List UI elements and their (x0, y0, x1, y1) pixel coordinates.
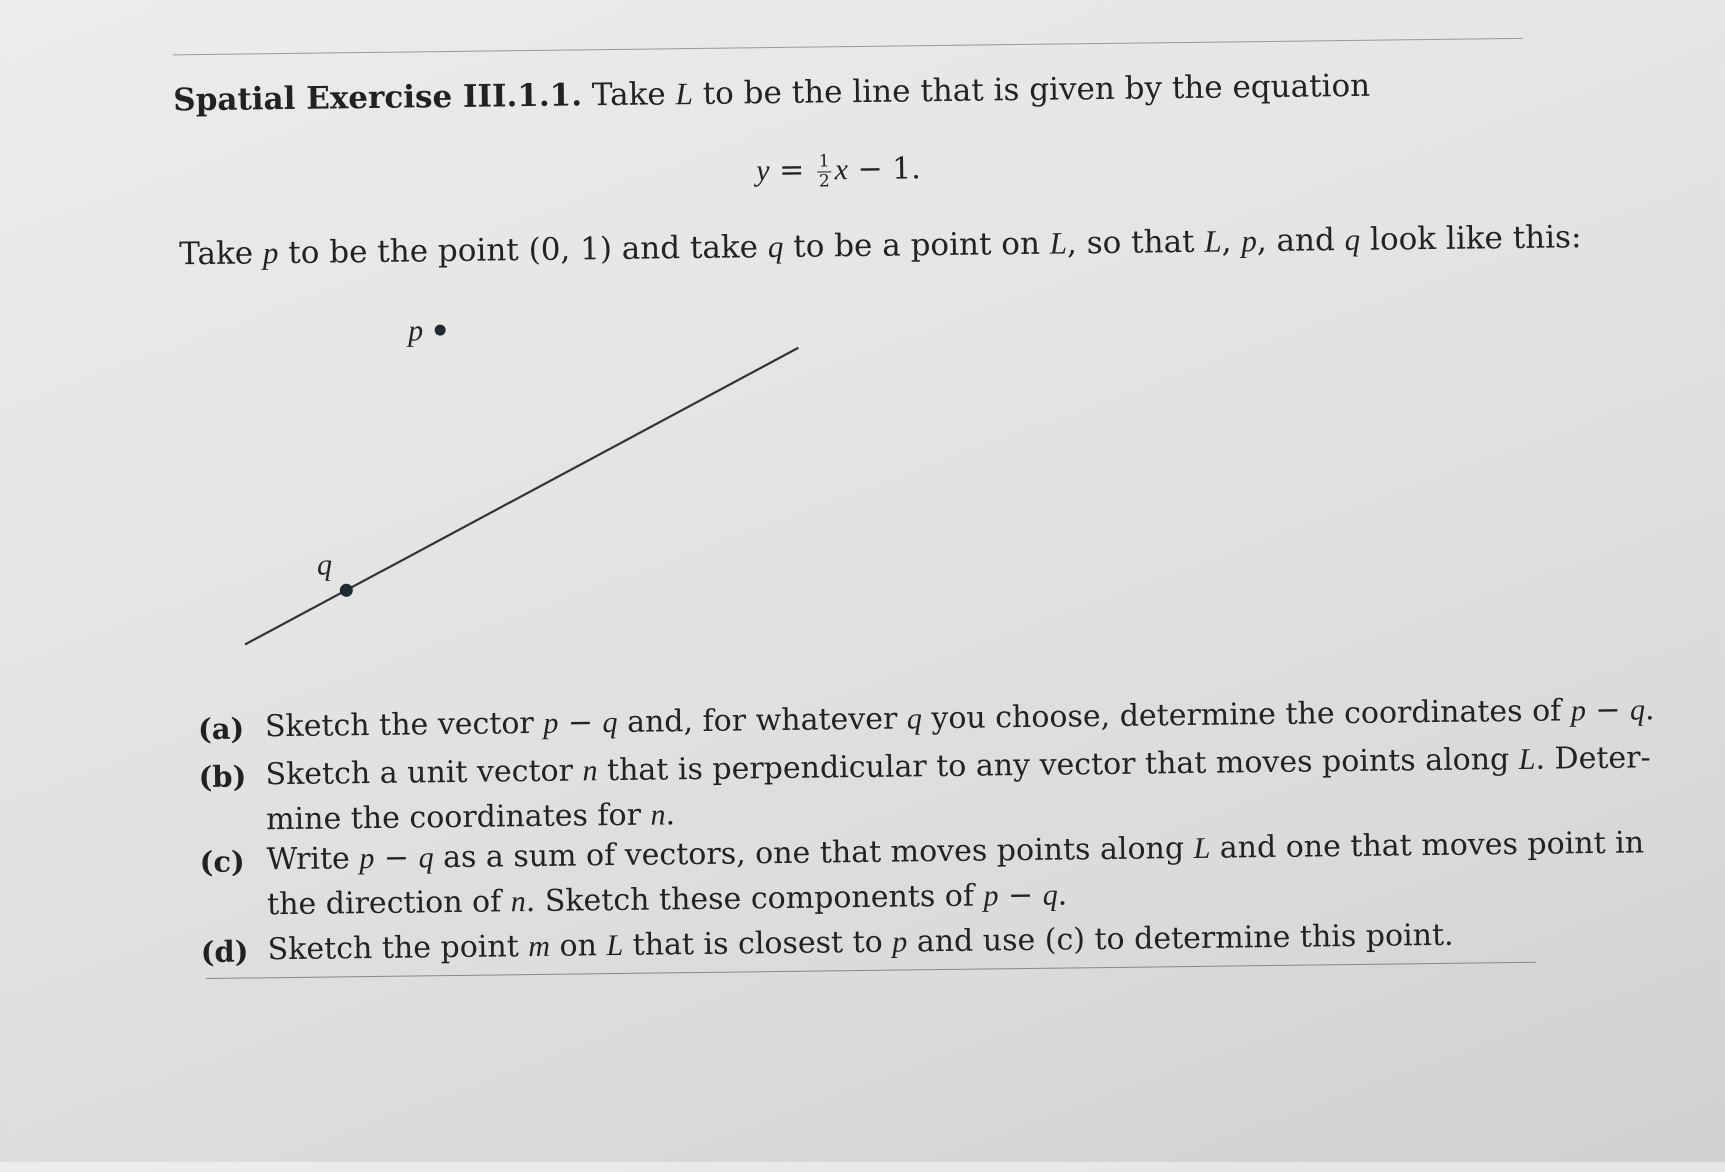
item-text-segment: . Deter- (1535, 740, 1651, 777)
math-symbol: q (906, 702, 923, 736)
item-text-segment: Sketch a unit vector (265, 753, 583, 793)
eq-fraction-denominator: 2 (818, 170, 830, 191)
take-text-4: , so that (1066, 223, 1195, 262)
item-text-segment: . Sketch these components of (525, 878, 984, 920)
take-text-2: to be the point (0, 1) and take (288, 229, 759, 271)
item-text-segment: − (998, 877, 1043, 914)
take-text-6: , and (1256, 222, 1336, 260)
take-text-7: look like this: (1369, 219, 1582, 258)
item-text-segment: . (1644, 692, 1655, 728)
item-text-segment: that is perpendicular to any vector that moves points along (597, 741, 1520, 789)
math-symbol: q (1042, 878, 1058, 912)
item-text-segment: Sketch the vector (264, 705, 544, 745)
item-text-segment: . (1057, 877, 1068, 913)
point-p (435, 325, 446, 336)
item-text-segment: you choose, determine the coordinates of (921, 693, 1572, 737)
take-text-1: Take (178, 235, 254, 273)
item-text-segment: . (665, 797, 676, 833)
item-line2 (266, 797, 675, 837)
math-symbol: L (1518, 742, 1536, 776)
math-symbol: n (650, 798, 666, 832)
item-text-segment: the direction of (266, 884, 511, 923)
math-symbol: p (359, 841, 375, 876)
item-label: (c) (199, 844, 245, 880)
item-text-segment: and, for whatever (617, 701, 908, 740)
point-q-label: q (316, 548, 333, 582)
eq-sign: = (778, 152, 805, 188)
item-text-segment: − (1585, 692, 1631, 729)
item-text-segment: Write (266, 841, 360, 878)
eq-lhs: y (756, 154, 770, 188)
math-symbol: p (892, 925, 908, 959)
math-symbol: n (510, 885, 526, 919)
item-text-segment: that is closest to (622, 924, 893, 963)
take-text-5: , (1221, 223, 1232, 260)
item-label: (b) (198, 759, 247, 795)
line-L-symbol: L (675, 76, 694, 112)
math-symbol: m (528, 929, 551, 964)
item-text-segment: and use (c) to determine this point. (907, 917, 1454, 960)
intro-text-a: Take (591, 76, 666, 114)
item-text-segment: and one that moves point in (1210, 825, 1645, 866)
math-symbol: p (1570, 694, 1587, 728)
item-text-segment: mine the coordinates for (265, 797, 651, 838)
take-text-3: to be a point on (793, 225, 1041, 265)
math-symbol: q (418, 841, 434, 875)
item-text-segment: Sketch the point (267, 929, 529, 968)
item-text-segment: − (374, 840, 419, 876)
math-symbol: q (1629, 693, 1646, 727)
q-symbol: q (767, 228, 784, 265)
math-symbol: p (983, 879, 999, 913)
q-symbol-2: q (1344, 221, 1361, 258)
item-text-segment: as a sum of vectors, one that moves points along (433, 830, 1194, 876)
item-text-segment: − (558, 705, 603, 741)
line-L (241, 348, 802, 645)
L-symbol: L (1049, 225, 1068, 261)
intro-text-b: to be the line that is given by the equation (702, 67, 1371, 112)
item-label: (a) (197, 711, 245, 747)
math-symbol: p (543, 706, 559, 740)
point-q (340, 584, 353, 597)
math-symbol: L (1193, 831, 1211, 865)
p-symbol: p (262, 235, 279, 271)
item-label: (d) (200, 934, 249, 970)
math-symbol: L (606, 928, 624, 963)
math-symbol: q (602, 705, 618, 740)
p-symbol-2: p (1241, 223, 1258, 259)
eq-rest: − 1. (857, 151, 921, 188)
eq-fraction-numerator: 1 (817, 153, 832, 172)
item-text-segment: on (549, 928, 607, 964)
exercise-heading: Spatial Exercise III.1.1. (173, 77, 583, 119)
point-p-label: p (407, 314, 424, 348)
L-symbol-2: L (1204, 223, 1222, 259)
math-symbol: n (582, 754, 598, 788)
eq-var: x (834, 153, 849, 187)
